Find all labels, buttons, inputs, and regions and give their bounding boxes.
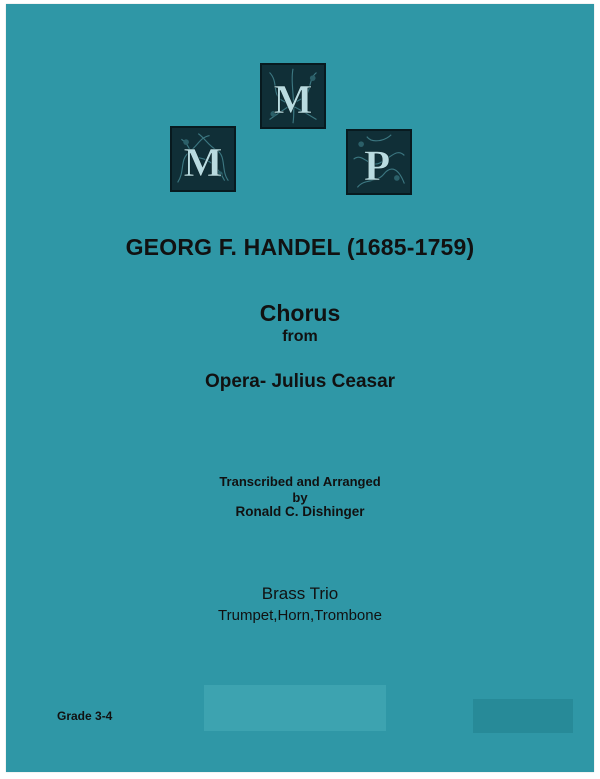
by-label: by [292,490,308,505]
svg-text:M: M [183,138,223,185]
logo-block-center [260,63,326,129]
ornamental-letter-m-center-icon [262,65,324,127]
transcribed-label: Transcribed and Arranged [219,474,381,489]
price-sticker [204,685,386,731]
instruments-list: Trumpet,Horn,Trombone [218,607,382,624]
svg-text:P: P [363,141,391,190]
logo-block-left [170,126,236,192]
ornamental-letter-m-left-icon [172,128,234,190]
opera-title: Opera- Julius Ceasar [204,371,396,392]
arranger-name: Ronald C. Dishinger [235,504,365,519]
work-title: Chorus [259,300,341,326]
ornamental-letter-p-right-icon [348,131,410,193]
composer-name: GEORG F. HANDEL (1685-1759) [125,234,475,260]
barcode-sticker [473,699,573,733]
music-cover [6,4,594,772]
from-label: from [282,328,318,345]
logo-block-right [346,129,412,195]
grade-label: Grade 3-4 [57,709,113,723]
svg-text:M: M [273,75,313,122]
ensemble-label: Brass Trio [261,584,339,603]
